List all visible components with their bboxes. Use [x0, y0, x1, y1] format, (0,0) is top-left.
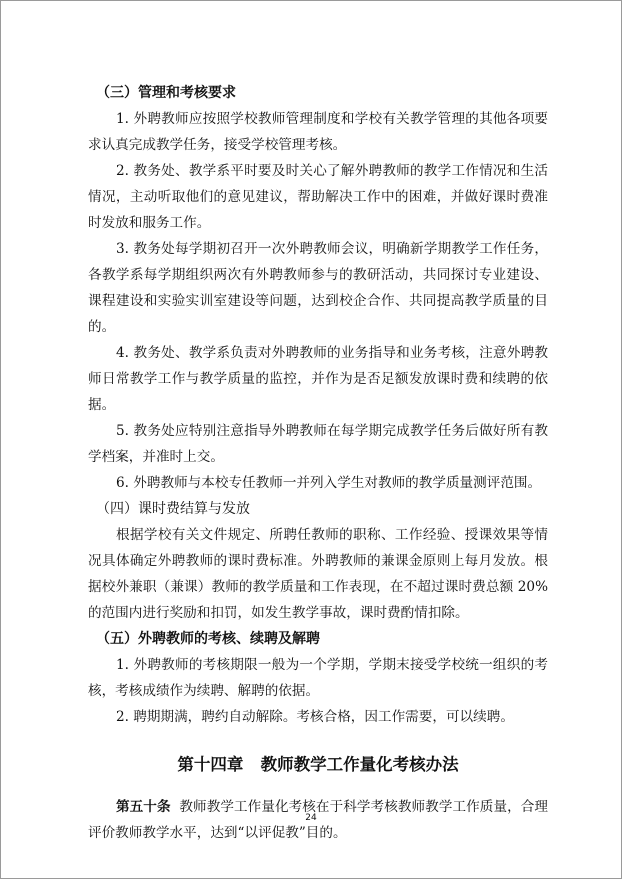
renewal-item-2: 2. 聘期期满，聘约自动解除。考核合格，因工作需要，可以续聘。 — [116, 709, 514, 725]
renewal-item-1: 1. 外聘教师的考核期限一般为一个学期，学期末接受学校统一组织的考核，考核成绩作为续聘、解聘的依据。 — [88, 657, 548, 699]
management-item-4: 4. 教务处、教学系负责对外聘教师的业务指导和业务考核，注意外聘教师日常教学工作与教学质量的监控，并作为是否足额发放课时费和续聘的依据。 — [88, 345, 548, 413]
article-text: 教师教学工作量化考核在于科学考核教师教学工作质量，合理评价教师教学水平，达到“以评促教”目的。 — [88, 799, 548, 841]
section-heading-renewal: （五）外聘教师的考核、续聘及解聘 — [96, 631, 320, 647]
management-item-5: 5. 教务处应特别注意指导外聘教师在每学期完成教学任务后做好所有教学档案，并准时上交。 — [88, 423, 548, 465]
management-item-1: 1. 外聘教师应按照学校教师管理制度和学校有关教学管理的其他各项要求认真完成教学任务，接受学校管理考核。 — [88, 111, 548, 153]
settlement-paragraph: 根据学校有关文件规定、所聘任教师的职称、工作经验、授课效果等情况具体确定外聘教师的课时费标准。外聘教师的兼课金原则上每月发放。根据校外兼职（兼课）教师的教学质量和工作表现，在不超过课时费总额 20%的范围内进行奖励和扣罚，如发生教学事故，课时费酌情扣除。 — [88, 527, 548, 621]
section-heading-settlement: （四）课时费结算与发放 — [96, 501, 250, 517]
management-item-3: 3. 教务处每学期初召开一次外聘教师会议，明确新学期教学工作任务，各教学系每学期组织两次有外聘教师参与的教研活动，共同探讨专业建设、课程建设和实验实训室建设等问题，达到校企合作、共同提高教学质量的目的。 — [88, 241, 548, 335]
management-item-2: 2. 教务处、教学系平时要及时关心了解外聘教师的教学工作情况和生活情况，主动听取他们的意见建议，帮助解决工作中的困难，并做好课时费准时发放和服务工作。 — [88, 163, 548, 231]
page-number: 24 — [305, 813, 317, 823]
section-heading-management: （三）管理和考核要求 — [96, 85, 236, 101]
management-item-6: 6. 外聘教师与本校专任教师一并列入学生对教师的教学质量测评范围。 — [116, 475, 542, 491]
chapter-title: 第十四章 教师教学工作量化考核办法 — [177, 755, 459, 774]
article-label: 第五十条 — [116, 799, 171, 815]
document-body — [88, 80, 548, 846]
